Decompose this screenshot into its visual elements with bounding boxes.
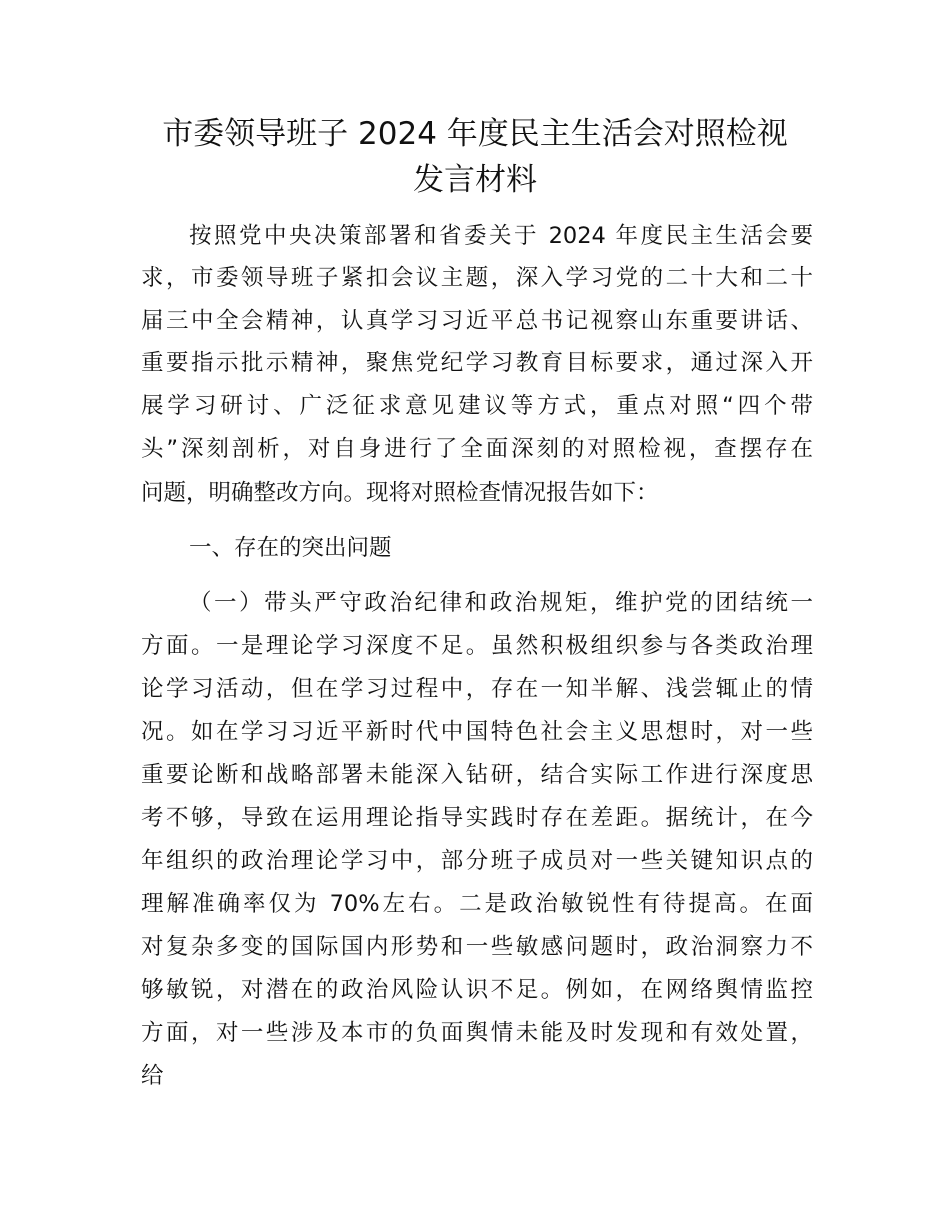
- section-heading: 一、存在的突出问题: [189, 535, 392, 561]
- paragraph-1-line-2: 求，市委领导班子紧扣会议主题，深入学习党的二十大和二十: [141, 265, 813, 291]
- paragraph-1-line-5: 展学习研讨、广泛征求意见建议等方式，重点对照“四个带: [141, 393, 813, 419]
- paragraph-2-line-8: 理解准确率仅为 70%左右。二是政治敏锐性有待提高。在面: [141, 891, 813, 917]
- paragraph-2-line-4: 况。如在学习习近平新时代中国特色社会主义思想时，对一些: [141, 719, 813, 745]
- paragraph-2-line-12: 给: [141, 1063, 164, 1089]
- paragraph-1-line-4: 重要指示批示精神，聚焦党纪学习教育目标要求，通过深入开: [141, 350, 813, 376]
- paragraph-2-line-1: （一）带头严守政治纪律和政治规矩，维护党的团结统一: [189, 590, 813, 616]
- paragraph-1-line-7: 问题，明确整改方向。现将对照检查情况报告如下：: [141, 480, 659, 506]
- document-title-line-2: 发言材料: [413, 162, 537, 198]
- paragraph-2-line-3: 论学习活动，但在学习过程中，存在一知半解、浅尝辄止的情: [141, 676, 813, 702]
- paragraph-2-line-2: 方面。一是理论学习深度不足。虽然积极组织参与各类政治理: [141, 633, 813, 659]
- paragraph-1-line-1: 按照党中央决策部署和省委关于 2024 年度民主生活会要: [189, 223, 813, 249]
- paragraph-2-line-6: 考不够，导致在运用理论指导实践时存在差距。据统计，在今: [141, 805, 813, 831]
- paragraph-2-line-7: 年组织的政治理论学习中，部分班子成员对一些关键知识点的: [141, 848, 813, 874]
- paragraph-2-line-11: 方面，对一些涉及本市的负面舆情未能及时发现和有效处置，: [141, 1020, 813, 1046]
- paragraph-2-line-10: 够敏锐，对潜在的政治风险认识不足。例如，在网络舆情监控: [141, 977, 813, 1003]
- paragraph-1-line-6: 头”深刻剖析，对自身进行了全面深刻的对照检视，查摆存在: [141, 436, 813, 462]
- document-title-line-1: 市委领导班子 2024 年度民主生活会对照检视: [162, 116, 788, 152]
- paragraph-2-line-5: 重要论断和战略部署未能深入钻研，结合实际工作进行深度思: [141, 762, 813, 788]
- paragraph-2-line-9: 对复杂多变的国际国内形势和一些敏感问题时，政治洞察力不: [141, 934, 813, 960]
- paragraph-1-line-3: 届三中全会精神，认真学习习近平总书记视察山东重要讲话、: [141, 308, 813, 334]
